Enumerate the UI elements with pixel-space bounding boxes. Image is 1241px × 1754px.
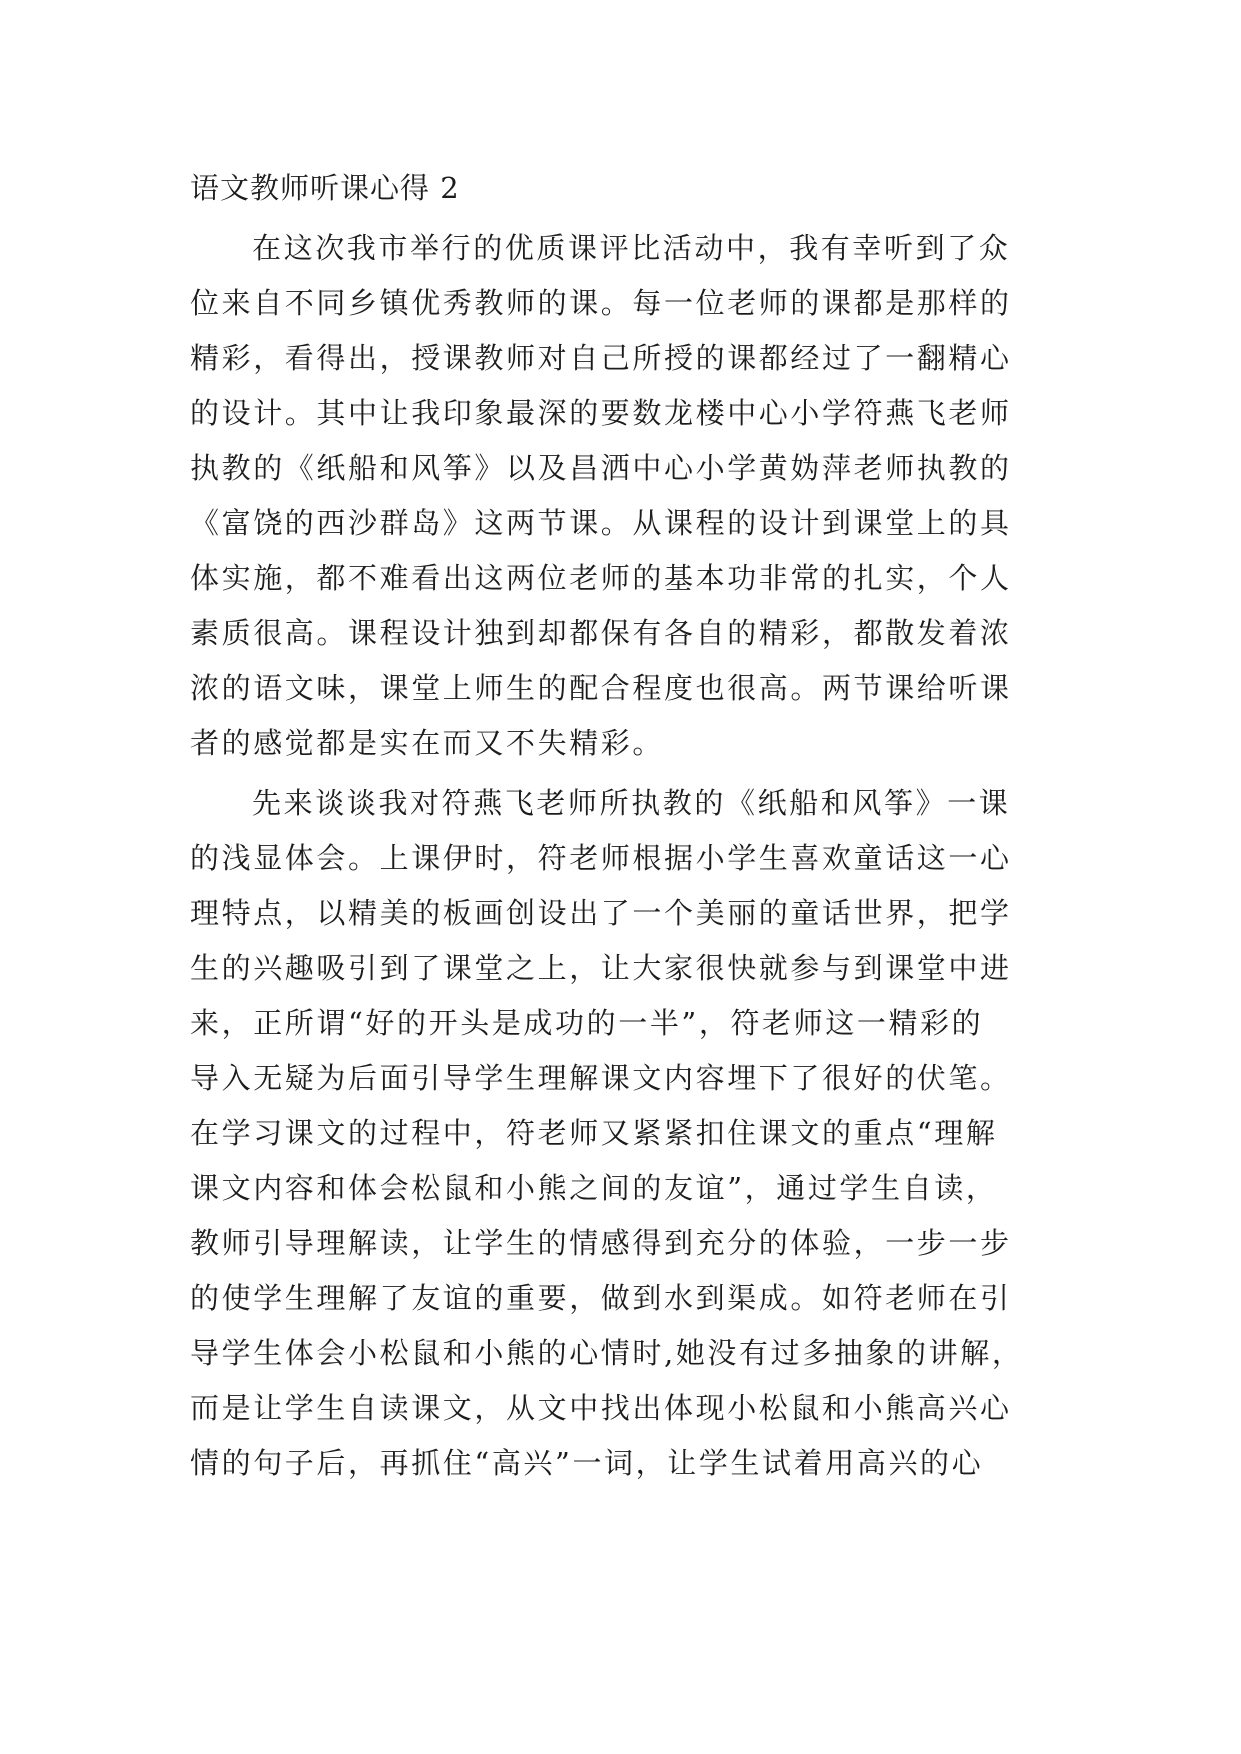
paragraph-line: 者的感觉都是实在而又不失精彩。	[190, 726, 665, 760]
document-title: 语文教师听课心得 2	[190, 171, 460, 205]
paragraph-line: 课文内容和体会松鼠和小熊之间的友谊”，通过学生自读，	[190, 1171, 998, 1205]
paragraph-line: 生的兴趣吸引到了课堂之上，让大家很快就参与到课堂中进	[190, 951, 1012, 985]
paragraph-line: 导入无疑为后面引导学生理解课文内容埋下了很好的伏笔。	[190, 1061, 1012, 1095]
paragraph-line: 浓的语文味，课堂上师生的配合程度也很高。两节课给听课	[190, 671, 1012, 705]
paragraph-line: 的使学生理解了友谊的重要，做到水到渠成。如符老师在引	[190, 1281, 1012, 1315]
paragraph-line: 导学生体会小松鼠和小熊的心情时,她没有过多抽象的讲解，	[190, 1336, 1024, 1370]
paragraph-line: 体实施，都不难看出这两位老师的基本功非常的扎实，个人	[190, 561, 1012, 595]
paragraph-line: 在学习课文的过程中，符老师又紧紧扣住课文的重点“理解	[190, 1116, 998, 1150]
paragraph-line: 来，正所谓“好的开头是成功的一半”，符老师这一精彩的	[190, 1006, 984, 1040]
paragraph-line: 素质很高。课程设计独到却都保有各自的精彩，都散发着浓	[190, 616, 1012, 650]
paragraph-line: 情的句子后，再抓住“高兴”一词，让学生试着用高兴的心	[190, 1446, 984, 1480]
paragraph-line: 的浅显体会。上课伊时，符老师根据小学生喜欢童话这一心	[190, 841, 1012, 875]
paragraph-line: 理特点，以精美的板画创设出了一个美丽的童话世界，把学	[190, 896, 1012, 930]
paragraph-line: 先来谈谈我对符燕飞老师所执教的《纸船和风筝》一课	[252, 786, 1011, 820]
paragraph-line: 的设计。其中让我印象最深的要数龙楼中心小学符燕飞老师	[190, 396, 1012, 430]
paragraph-line: 《富饶的西沙群岛》这两节课。从课程的设计到课堂上的具	[190, 506, 1012, 540]
paragraph-line: 在这次我市举行的优质课评比活动中，我有幸听到了众	[252, 231, 1011, 265]
paragraph-line: 教师引导理解读，让学生的情感得到充分的体验，一步一步	[190, 1226, 1012, 1260]
paragraph-line: 精彩，看得出，授课教师对自己所授的课都经过了一翻精心	[190, 341, 1012, 375]
paragraph-line: 执教的《纸船和风筝》以及昌洒中心小学黄妫萍老师执教的	[190, 451, 1012, 485]
paragraph-line: 而是让学生自读课文，从文中找出体现小松鼠和小熊高兴心	[190, 1391, 1012, 1425]
paragraph-line: 位来自不同乡镇优秀教师的课。每一位老师的课都是那样的	[190, 286, 1012, 320]
